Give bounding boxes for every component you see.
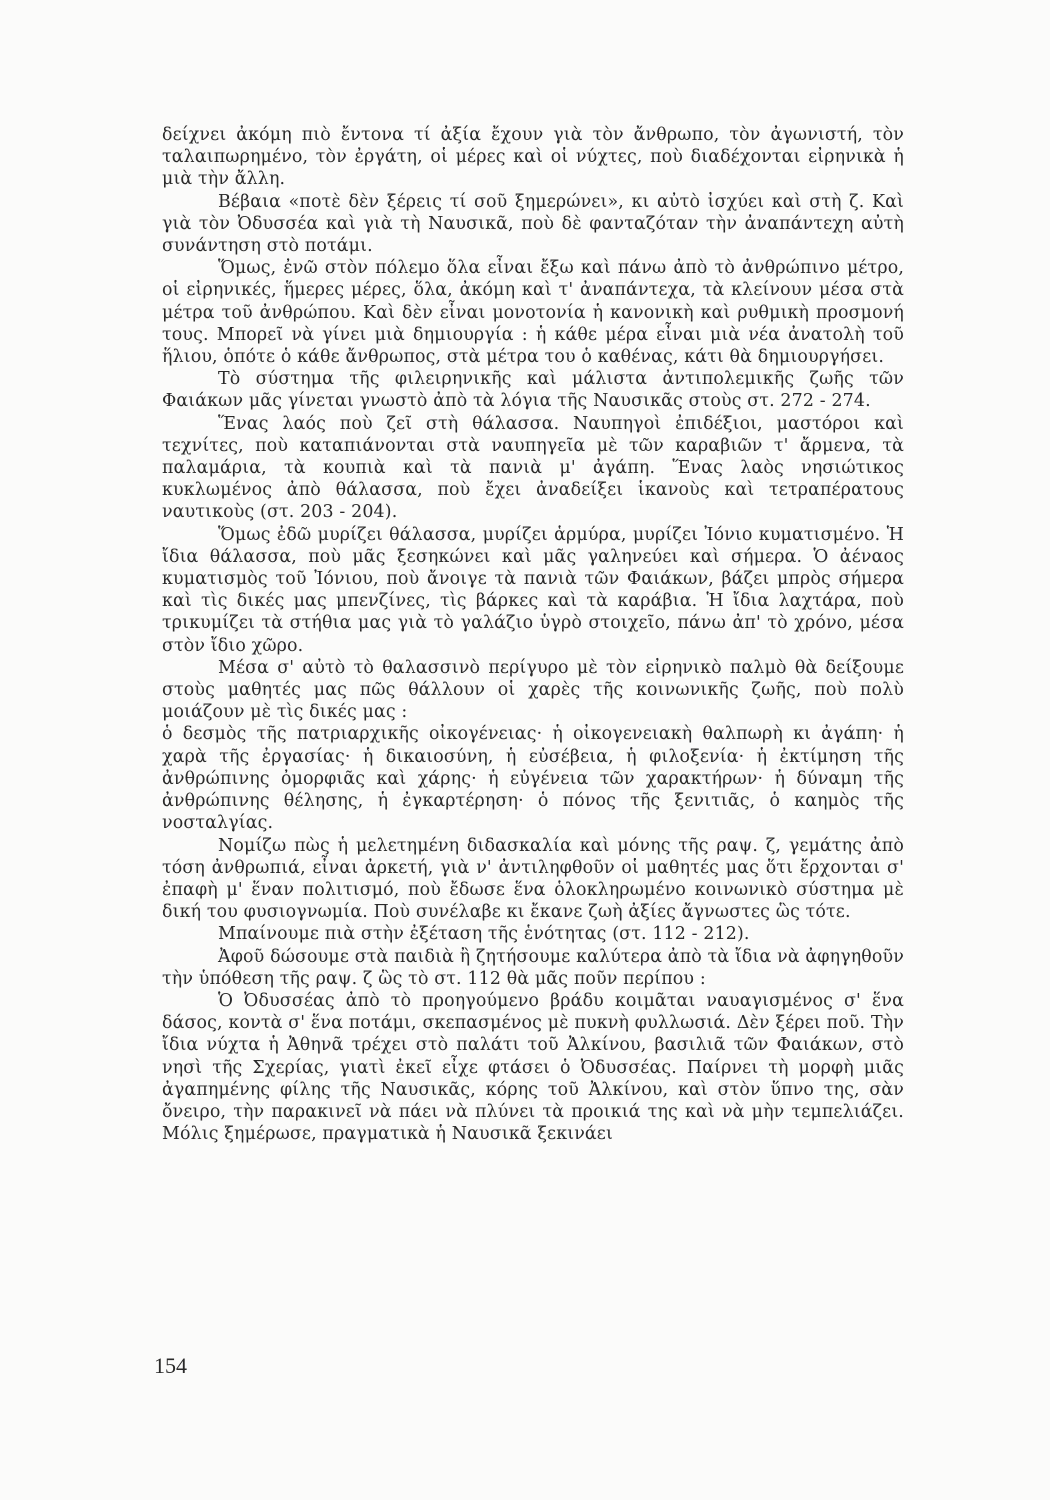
paragraph-7: Μέσα σ' αὐτὸ τὸ θαλασσινὸ περίγυρο μὲ τὸν εἰρηνικὸ παλμὸ θὰ δείξουμε στοὺς μαθητές μας πῶς θάλλουν οἱ χαρὲς τῆς κοινωνικῆς ζωῆς, ποὺ πολὺ μοιάζουν μὲ τὶς δικές μας : — [162, 657, 904, 723]
body-text — [162, 124, 904, 1145]
paragraph-6: Ὅμως ἐδῶ μυρίζει θάλασσα, μυρίζει ἁρμύρα, μυρίζει Ἰόνιο κυματισμένο. Ἡ ἴδια θάλασσα, ποὺ μᾶς ξεσηκώνει καὶ μᾶς γαληνεύει καὶ σήμερα. Ὁ ἀέναος κυματισμὸς τοῦ Ἰόνιου, ποὺ ἄνοιγε τὰ πανιὰ τῶν Φαιάκων, βάζει μπρὸς σήμερα καὶ τὶς δικές μας μπενζίνες, τὶς βάρκες καὶ τὰ καράβια. Ἡ ἴδια λαχτάρα, ποὺ τρικυμίζει τὰ στήθια μας γιὰ τὸ γαλάζιο ὑγρὸ στοιχεῖο, πάνω ἀπ' τὸ χρόνο, μέσα στὸν ἴδιο χῶρο. — [162, 524, 904, 656]
paragraph-12: Ὁ Ὀδυσσέας ἀπὸ τὸ προηγούμενο βράδυ κοιμᾶται ναυαγισμένος σ' ἕνα δάσος, κοντὰ σ' ἕνα ποτάμι, σκεπασμένος μὲ πυκνὴ φυλλωσιά. Δὲν ξέρει ποῦ. Τὴν ἴδια νύχτα ἡ Ἀθηνᾶ τρέχει στὸ παλάτι τοῦ Ἀλκίνου, βασιλιᾶ τῶν Φαιάκων, στὸ νησὶ τῆς Σχερίας, γιατὶ ἐκεῖ εἶχε φτάσει ὁ Ὀδυσσέας. Παίρνει τὴ μορφὴ μιᾶς ἀγαπημένης φίλης τῆς Ναυσικᾶς, κόρης τοῦ Ἀλκίνου, καὶ στὸν ὕπνο της, σὰν ὄνειρο, τὴν παρακινεῖ νὰ πάει νὰ πλύνει τὰ προικιά της καὶ νὰ μὴν τεμπελιάζει. Μόλις ξημέρωσε, πραγματικὰ ἡ Ναυσικᾶ ξεκινάει — [162, 990, 904, 1145]
page-number: 154 — [154, 1353, 187, 1378]
paragraph-1: δείχνει ἀκόμη πιὸ ἔντονα τί ἀξία ἔχουν γιὰ τὸν ἄνθρωπο, τὸν ἀγωνιστή, τὸν ταλαιπωρημένο, τὸν ἐργάτη, οἱ μέρες καὶ οἱ νύχτες, ποὺ διαδέχονται εἰρηνικὰ ἡ μιὰ τὴν ἄλλη. — [162, 125, 904, 190]
paragraph-4: Τὸ σύστημα τῆς φιλειρηνικῆς καὶ μάλιστα ἀντιπολεμικῆς ζωῆς τῶν Φαιάκων μᾶς γίνεται γνωστὸ ἀπὸ τὰ λόγια τῆς Ναυσικᾶς στοὺς στ. 272 - 274. — [162, 369, 904, 412]
paragraph-9: Νομίζω πὼς ἡ μελετημένη διδασκαλία καὶ μόνης τῆς ραψ. ζ, γεμάτης ἀπὸ τόση ἀνθρωπιά, εἶναι ἀρκετή, γιὰ ν' ἀντιληφθοῦν οἱ μαθητές μας ὅτι ἔρχονται σ' ἐπαφὴ μ' ἕναν πολιτισμό, ποὺ ἔδωσε ἕνα ὁλοκληρωμένο κοινωνικὸ σύστημα μὲ δική του φυσιογνωμία. Ποὺ συνέλαβε κι ἔκανε ζωὴ ἀξίες ἄγνωστες ὣς τότε. — [162, 835, 904, 923]
paragraph-11: Ἀφοῦ δώσουμε στὰ παιδιὰ ἢ ζητήσουμε καλύτερα ἀπὸ τὰ ἴδια νὰ ἀφηγηθοῦν τὴν ὑπόθεση τῆς ραψ. ζ ὣς τὸ στ. 112 θὰ μᾶς ποῦν περίπου : — [162, 946, 904, 989]
paragraph-5: Ἕνας λαός ποὺ ζεῖ στὴ θάλασσα. Ναυπηγοὶ ἐπιδέξιοι, μαστόροι καὶ τεχνίτες, ποὺ καταπιάνονται στὰ ναυπηγεῖα μὲ τῶν καραβιῶν τ' ἄρμενα, τὰ παλαμάρια, τὰ κουπιὰ καὶ τὰ πανιὰ μ' ἀγάπη. Ἕνας λαὸς νησιώτικος κυκλωμένος ἀπὸ θάλασσα, ποὺ ἔχει ἀναδείξει ἱκανοὺς καὶ τετραπέρατους ναυτικοὺς (στ. 203 - 204). — [162, 413, 904, 523]
paragraph-8-list: ὁ δεσμὸς τῆς πατριαρχικῆς οἰκογένειας· ἡ οἰκογενειακὴ θαλπωρὴ κι ἀγάπη· ἡ χαρὰ τῆς ἐργασίας· ἡ δικαιοσύνη, ἡ εὐσέβεια, ἡ φιλοξενία· ἡ ἐκτίμηση τῆς ἀνθρώπινης ὀμορφιᾶς καὶ χάρης· ἡ εὐγένεια τῶν χαρακτήρων· ἡ δύναμη τῆς ἀνθρώπινης θέλησης, ἡ ἐγκαρτέρηση· ὁ πόνος τῆς ξενιτιᾶς, ὁ καημὸς τῆς νοσταλγίας. — [162, 724, 904, 834]
paragraph-10: Μπαίνουμε πιὰ στὴν ἐξέταση τῆς ἑνότητας (στ. 112 - 212). — [218, 924, 750, 945]
paragraph-3: Ὅμως, ἐνῶ στὸν πόλεμο ὅλα εἶναι ἔξω καὶ πάνω ἀπὸ τὸ ἀνθρώπινο μέτρο, οἱ εἰρηνικές, ἥμερες μέρες, ὅλα, ἀκόμη καὶ τ' ἀναπάντεχα, τὰ κλείνουν μέσα στὰ μέτρα τοῦ ἀνθρώπου. Καὶ δὲν εἶναι μονοτονία ἡ κανονικὴ καὶ ρυθμικὴ προσμονή τους. Μπορεῖ νὰ γίνει μιὰ δημιουργία : ἡ κάθε μέρα εἶναι μιὰ νέα ἀνατολὴ τοῦ ἥλιου, ὁπότε ὁ κάθε ἄνθρωπος, στὰ μέτρα του ὁ καθένας, κάτι θὰ δημιουργήσει. — [162, 258, 904, 368]
paragraph-2: Βέβαια «ποτὲ δὲν ξέρεις τί σοῦ ξημερώνει», κι αὐτὸ ἰσχύει καὶ στὴ ζ. Καὶ γιὰ τὸν Ὀδυσσέα καὶ γιὰ τὴ Ναυσικᾶ, ποὺ δὲ φανταζόταν τὴν ἀναπάντεχη αὐτὴ συνάντηση στὸ ποτάμι. — [162, 191, 904, 257]
